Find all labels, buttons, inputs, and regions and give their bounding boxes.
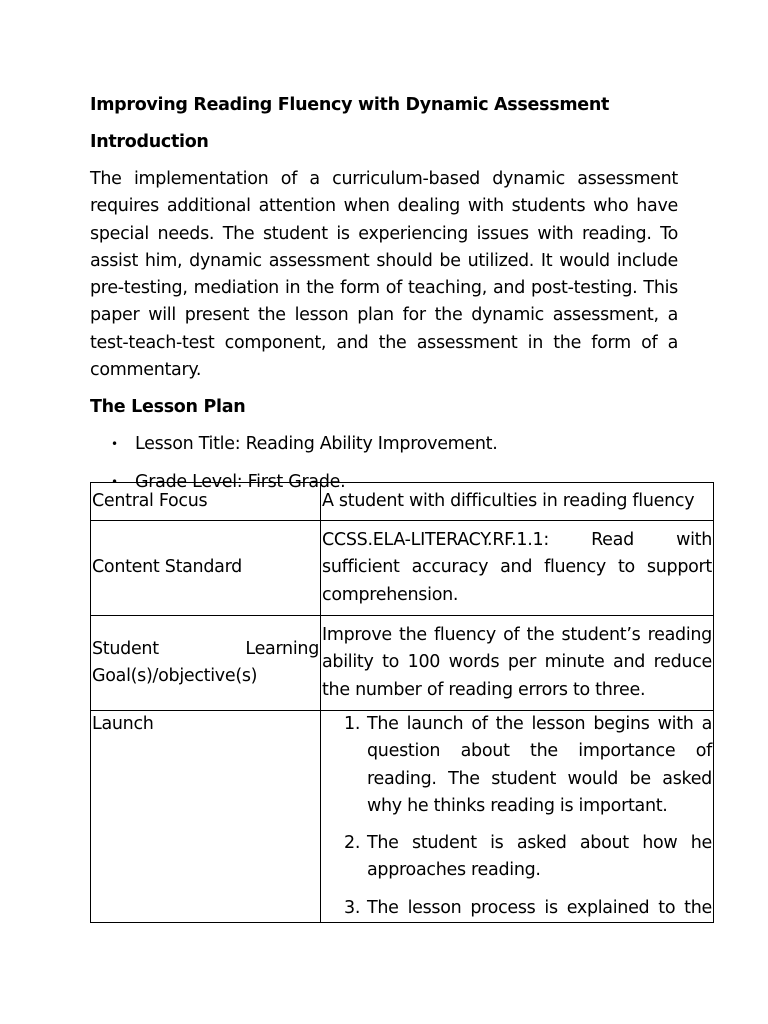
document-title: Improving Reading Fluency with Dynamic Assessment <box>90 95 610 115</box>
grade-level-item: Grade Level: First Grade. <box>135 472 346 493</box>
central-focus-value: A student with difficulties in reading fluency <box>321 483 714 521</box>
table-row <box>91 483 714 521</box>
document-body <box>90 92 678 507</box>
step-number: 3. <box>344 897 361 918</box>
launch-label: Launch <box>91 711 321 923</box>
lesson-title-item: Lesson Title: Reading Ability Improvement. <box>135 434 498 455</box>
step-number: 1. <box>344 714 361 734</box>
bullet-icon: • <box>111 475 118 490</box>
step-text: The student is asked about how he approaches reading. <box>367 833 712 881</box>
step-number: 2. <box>344 833 361 854</box>
table-row <box>91 711 714 923</box>
launch-steps-list <box>322 711 712 922</box>
step-text: The lesson process is explained to the <box>367 897 712 918</box>
lesson-plan-table <box>90 482 714 923</box>
list-item <box>90 431 678 458</box>
list-item <box>322 830 712 885</box>
list-item <box>322 895 712 922</box>
bullet-icon: • <box>111 437 118 452</box>
central-focus-label: Central Focus <box>91 483 321 521</box>
lesson-plan-heading: The Lesson Plan <box>90 397 246 418</box>
introduction-paragraph: The implementation of a curriculum-based dynamic assessment requires additional attention when dealing with students who have special needs. The student is experiencing issues with reading. To assist him, dynamic assessment should be utilized. It would include pre-testing, mediation in the form of teaching, and post-testing. This paper will present the lesson plan for the dynamic assessment, a test-teach-test component, and the assessment in the form of a commentary. <box>90 169 678 381</box>
table-row <box>91 616 714 711</box>
step-text: The launch of the lesson begins with a question about the importance of reading. The student would be asked why he thinks reading is important. <box>367 714 712 816</box>
introduction-heading: Introduction <box>90 132 209 152</box>
launch-steps-cell <box>321 711 714 923</box>
list-item <box>322 711 712 820</box>
learning-goal-value: Improve the fluency of the student’s reading ability to 100 words per minute and reduce the number of reading errors to three. <box>321 616 714 711</box>
learning-goal-label: Student Learning Goal(s)/objective(s) <box>91 616 321 711</box>
content-standard-label: Content Standard <box>91 521 321 616</box>
table-row <box>91 521 714 616</box>
content-standard-value: CCSS.ELA-LITERACY.RF.1.1: Read with sufficient accuracy and fluency to support comprehension. <box>321 521 714 616</box>
